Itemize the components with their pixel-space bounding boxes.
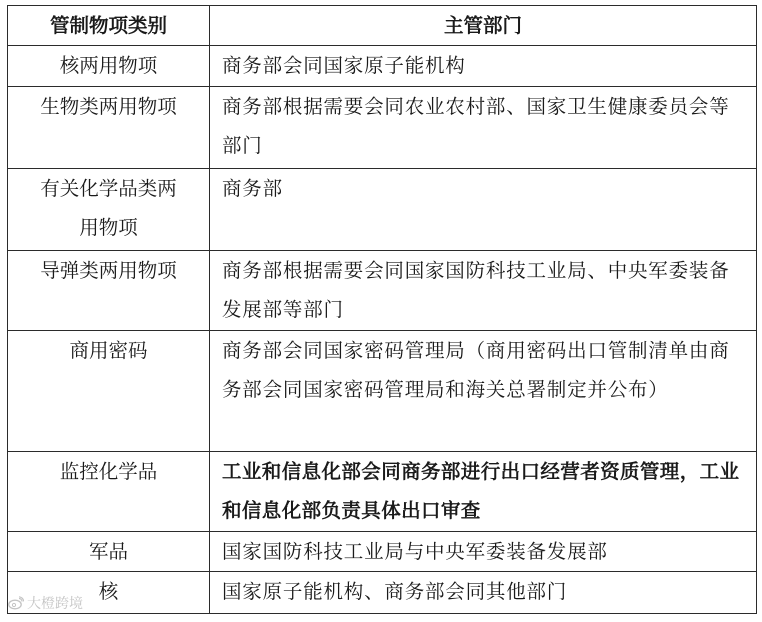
department-cell: 商务部根据需要会同国家国防科技工业局、中央军委装备发展部等部门 <box>210 251 757 331</box>
table-row <box>8 46 757 87</box>
table-row <box>8 572 757 614</box>
department-cell: 商务部会同国家密码管理局（商用密码出口管制清单由商务部会同国家密码管理局和海关总署制定并公布） <box>210 331 757 452</box>
export-control-table <box>7 5 757 614</box>
category-cell: 核两用物项 <box>8 46 210 87</box>
category-cell: 商用密码 <box>8 331 210 452</box>
watermark <box>8 594 83 614</box>
department-cell: 商务部根据需要会同农业农村部、国家卫生健康委员会等部门 <box>210 87 757 169</box>
category-cell: 生物类两用物项 <box>8 87 210 169</box>
header-department: 主管部门 <box>210 6 757 46</box>
table-row <box>8 331 757 452</box>
table-row <box>8 87 757 169</box>
department-cell: 国家国防科技工业局与中央军委装备发展部 <box>210 532 757 572</box>
category-cell: 核 <box>8 572 210 614</box>
department-cell: 商务部会同国家原子能机构 <box>210 46 757 87</box>
watermark-text: 大橙跨境 <box>27 596 83 612</box>
header-category: 管制物项类别 <box>8 6 210 46</box>
category-cell: 军品 <box>8 532 210 572</box>
table-row <box>8 532 757 572</box>
weibo-logo-icon <box>8 596 24 610</box>
department-cell: 国家原子能机构、商务部会同其他部门 <box>210 572 757 614</box>
table-header-row <box>8 6 757 46</box>
department-cell: 工业和信息化部会同商务部进行出口经营者资质管理，工业和信息化部负责具体出口审查 <box>210 452 757 532</box>
department-cell: 商务部 <box>210 169 757 251</box>
category-cell: 监控化学品 <box>8 452 210 532</box>
table-row <box>8 251 757 331</box>
table-row <box>8 169 757 251</box>
table-row <box>8 452 757 532</box>
category-cell: 有关化学品类两用物项 <box>8 169 210 251</box>
category-cell: 导弹类两用物项 <box>8 251 210 331</box>
